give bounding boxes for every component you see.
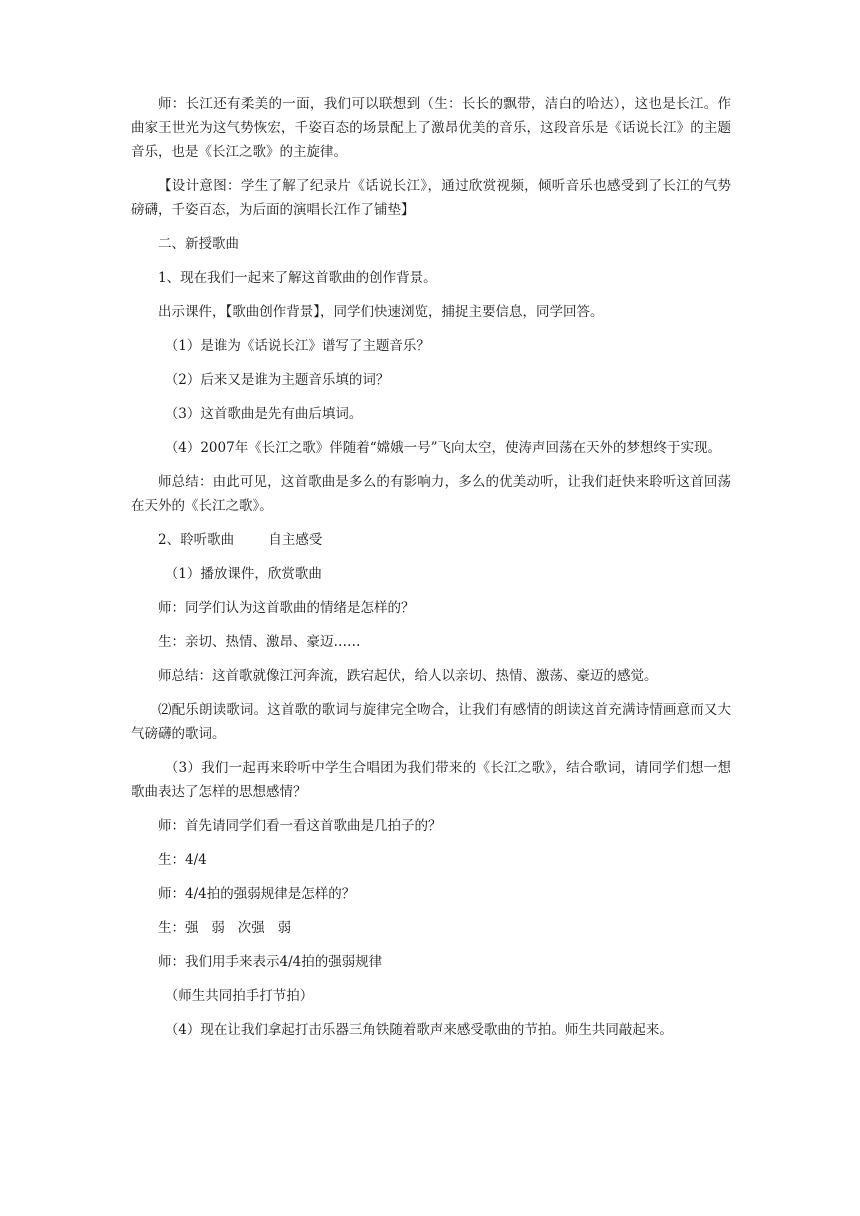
paragraph-step-2: 2、聆听歌曲 自主感受 (158, 532, 323, 548)
question-1: （1）是谁为《话说长江》谱写了主题音乐？ (164, 338, 430, 354)
paragraph-teacher-summary-1: 师总结：由此可见，这首歌曲是多么的有影响力，多么的优美动听，让我们赶快来聆听这首回荡在天外的《长江之歌》。 (131, 474, 731, 514)
paragraph-teacher-question-mood: 师：同学们认为这首歌曲的情绪是怎样的？ (158, 600, 415, 616)
paragraph-teacher-summary-2: 师总结：这首歌就像江河奔流，跌宕起伏，给人以亲切、热情、激荡、豪迈的感觉。 (158, 668, 658, 684)
paragraph-clap-beat: （师生共同拍手打节拍） (164, 988, 314, 1004)
paragraph-teacher-question-meter: 师：首先请同学们看一看这首歌曲是几拍子的？ (158, 818, 442, 834)
section-heading-new-song: 二、新授歌曲 (158, 236, 239, 252)
paragraph-play-courseware: （1）播放课件，欣赏歌曲 (164, 566, 322, 582)
paragraph-student-answer-mood: 生：亲切、热情、激昂、豪迈…… (158, 634, 361, 650)
paragraph-triangle-beat: （4）现在让我们拿起打击乐器三角铁随着歌声来感受歌曲的节拍。师生共同敲起来。 (164, 1022, 673, 1038)
paragraph-show-courseware: 出示课件，【歌曲创作背景】，同学们快速浏览，捕捉主要信息，同学回答。 (158, 304, 604, 320)
paragraph-student-answer-pattern: 生：强 弱 次强 弱 (158, 920, 292, 936)
paragraph-design-intent: 【设计意图：学生了解了纪录片《话说长江》，通过欣赏视频，倾听音乐也感受到了长江的气势磅礴，千姿百态，为后面的演唱长江作了铺垫】 (131, 178, 731, 218)
question-3: （3）这首歌曲是先有曲后填词。 (164, 406, 363, 422)
question-4: （4）2007年《长江之歌》伴随着“嫦娥一号”飞向太空，使涛声回荡在天外的梦想终于实现。 (164, 440, 721, 456)
paragraph-recite-lyrics: ⑵配乐朗读歌词。这首歌的歌词与旋律完全吻合，让我们有感情的朗读这首充满诗情画意而又大气磅礴的歌词。 (131, 702, 731, 742)
document-body (131, 92, 731, 1052)
paragraph-teacher-hand-pattern: 师：我们用手来表示4/4拍的强弱规律 (158, 954, 383, 970)
paragraph-student-answer-meter: 生：4/4 (158, 852, 207, 868)
paragraph-teacher-question-pattern: 师：4/4拍的强弱规律是怎样的？ (158, 886, 356, 902)
paragraph-teacher-intro: 师：长江还有柔美的一面，我们可以联想到（生：长长的飘带，洁白的哈达），这也是长江。作曲家王世光为这气势恢宏，千姿百态的场景配上了激昂优美的音乐，这段音乐是《话说长江》的主题音乐，也是《长江之歌》的主旋律。 (131, 96, 731, 160)
paragraph-listen-again: （3）我们一起再来聆听中学生合唱团为我们带来的《长江之歌》，结合歌词，请同学们想一想歌曲表达了怎样的思想感情？ (131, 760, 731, 800)
paragraph-step-1: 1、现在我们一起来了解这首歌曲的创作背景。 (158, 270, 437, 286)
question-2: （2）后来又是谁为主题音乐填的词？ (164, 372, 390, 388)
